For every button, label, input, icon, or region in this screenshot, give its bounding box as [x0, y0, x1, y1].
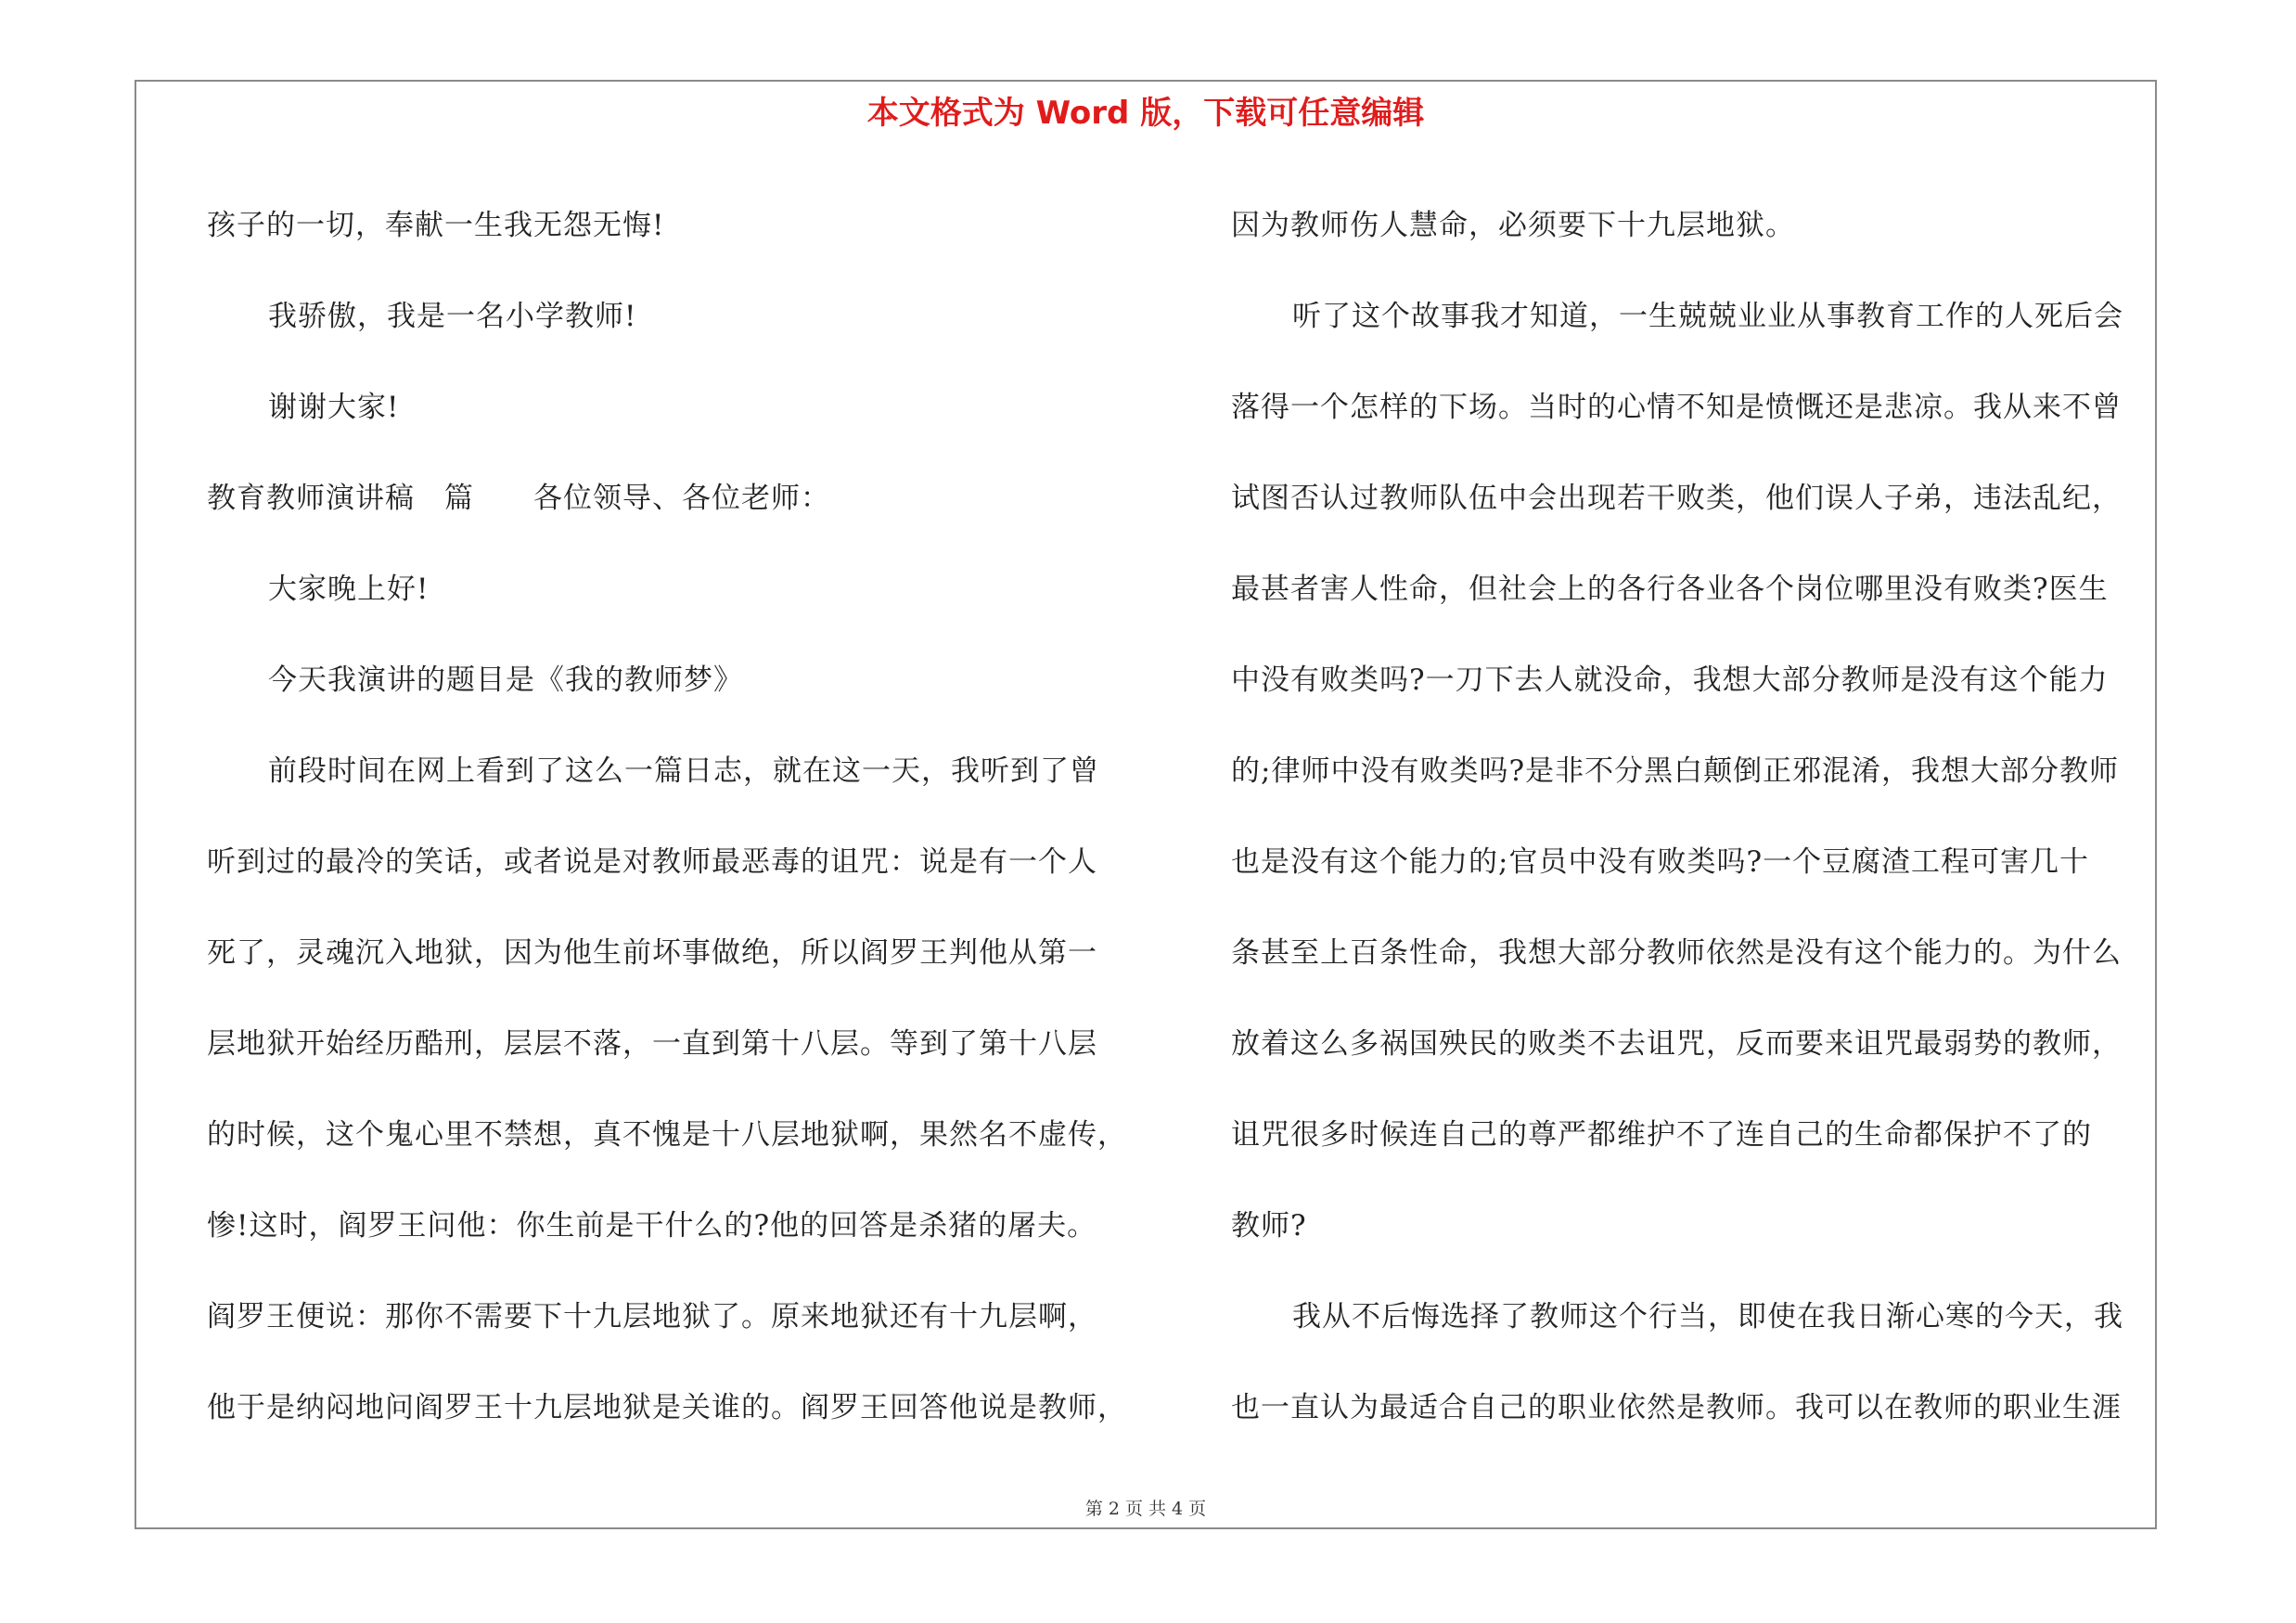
right-text-column	[1231, 180, 2149, 1453]
text-line: 诅咒很多时候连自己的尊严都维护不了连自己的生命都保护不了的	[1231, 1118, 2092, 1152]
text-line: 条甚至上百条性命，我想大部分教师依然是没有这个能力的。为什么	[1231, 936, 2122, 970]
text-line: 试图否认过教师队伍中会出现若干败类，他们误人子弟，违法乱纪，	[1231, 482, 2122, 515]
text-line: 他于是纳闷地问阎罗王十九层地狱是关谁的。阎罗王回答他说是教师，	[207, 1391, 1127, 1424]
text-line: 谢谢大家!	[268, 391, 400, 424]
text-line: 听了这个故事我才知道，一生兢兢业业从事教育工作的人死后会	[1292, 300, 2123, 333]
text-line: 中没有败类吗?一刀下去人就没命，我想大部分教师是没有这个能力	[1231, 663, 2109, 697]
text-line: 阎罗王便说：那你不需要下十九层地狱了。原来地狱还有十九层啊，	[207, 1300, 1097, 1333]
text-line: 最甚者害人性命，但社会上的各行各业各个岗位哪里没有败类?医生	[1231, 573, 2109, 606]
text-line: 我骄傲，我是一名小学教师!	[268, 300, 637, 333]
text-line: 的时候，这个鬼心里不禁想，真不愧是十八层地狱啊，果然名不虚传，	[207, 1118, 1127, 1152]
text-line: 落得一个怎样的下场。当时的心情不知是愤慨还是悲凉。我从来不曾	[1231, 391, 2122, 424]
format-notice-banner: 本文格式为 Word 版，下载可任意编辑	[866, 95, 1425, 132]
text-line: 教师?	[1231, 1209, 1307, 1243]
page-number-footer: 第 2 页 共 4 页	[1084, 1499, 1207, 1519]
text-line: 也一直认为最适合自己的职业依然是教师。我可以在教师的职业生涯	[1231, 1391, 2122, 1424]
text-line: 前段时间在网上看到了这么一篇日志，就在这一天，我听到了曾	[268, 754, 1099, 788]
text-line: 放着这么多祸国殃民的败类不去诅咒，反而要来诅咒最弱势的教师，	[1231, 1027, 2122, 1061]
text-line: 因为教师伤人慧命，必须要下十九层地狱。	[1231, 209, 1795, 242]
text-line: 也是没有这个能力的;官员中没有败类吗?一个豆腐渣工程可害几十	[1231, 845, 2090, 879]
text-line: 大家晚上好!	[268, 573, 430, 606]
text-line: 层地狱开始经历酷刑，层层不落，一直到第十八层。等到了第十八层	[207, 1027, 1097, 1061]
text-line: 今天我演讲的题目是《我的教师梦》	[268, 663, 743, 697]
text-line: 听到过的最冷的笑话，或者说是对教师最恶毒的诅咒：说是有一个人	[207, 845, 1097, 879]
text-line: 惨!这时，阎罗王问他：你生前是干什么的?他的回答是杀猪的屠夫。	[207, 1209, 1097, 1243]
text-line: 我从不后悔选择了教师这个行当，即使在我日渐心寒的今天，我	[1292, 1300, 2123, 1333]
left-text-column	[207, 180, 1125, 1453]
text-line: 教育教师演讲稿 篇 各位领导、各位老师：	[207, 482, 830, 515]
text-line: 孩子的一切，奉献一生我无怨无悔!	[207, 209, 665, 242]
text-line: 死了，灵魂沉入地狱，因为他生前坏事做绝，所以阎罗王判他从第一	[207, 936, 1097, 970]
text-line: 的;律师中没有败类吗?是非不分黑白颠倒正邪混淆，我想大部分教师	[1231, 754, 2120, 788]
document-page	[135, 80, 2157, 1529]
